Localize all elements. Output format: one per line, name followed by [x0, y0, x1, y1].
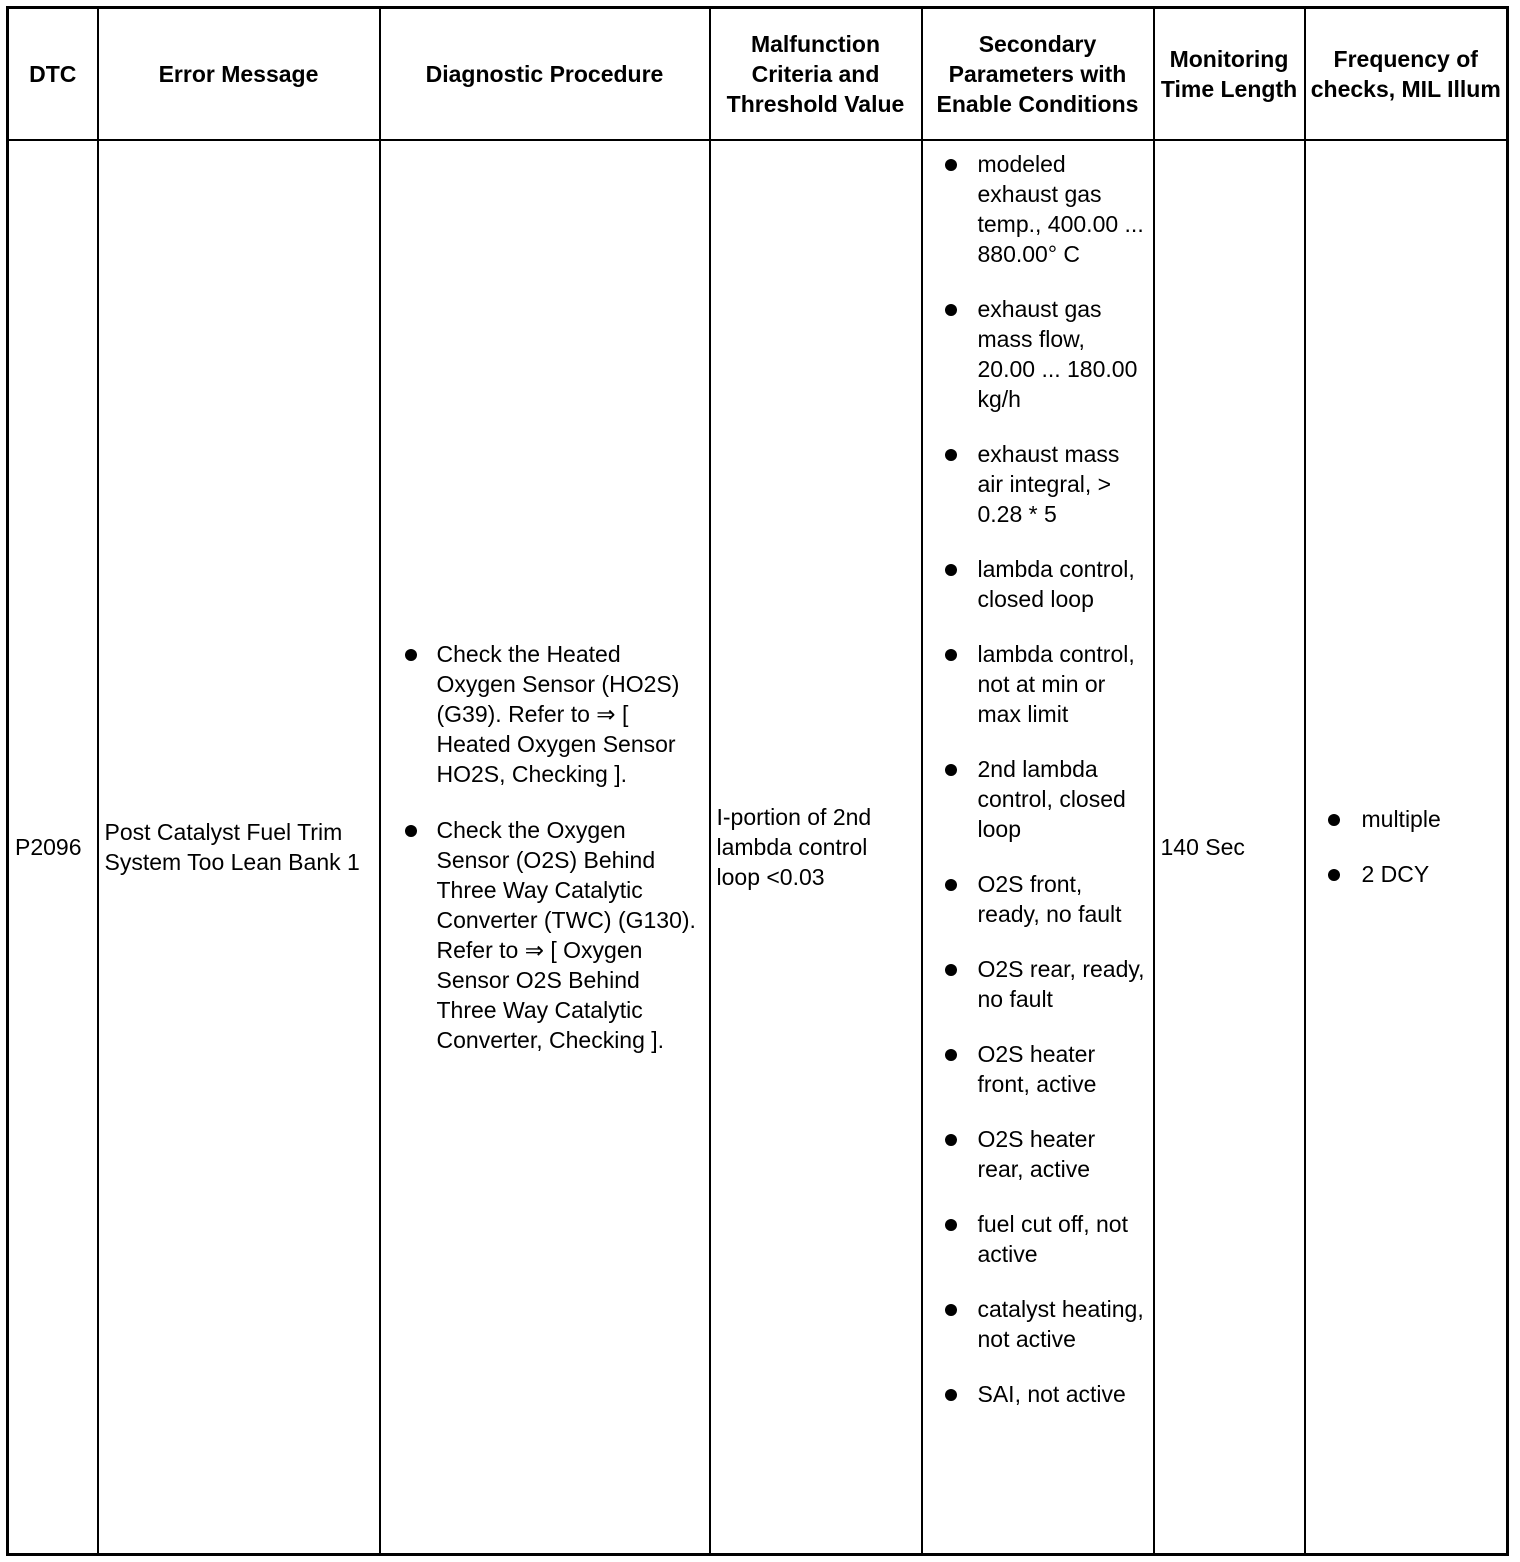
bullet-icon — [945, 1049, 957, 1061]
list-item — [945, 149, 1147, 269]
bullet-icon — [405, 649, 417, 661]
parameter-text: exhaust mass air integral, > 0.28 * 5 — [977, 440, 1120, 527]
list-item — [405, 639, 703, 789]
list-item — [945, 439, 1147, 529]
bullet-icon — [405, 825, 417, 837]
header-row — [8, 8, 1508, 140]
list-item — [945, 1294, 1147, 1354]
cell-monitoring-time: 140 Sec — [1154, 140, 1305, 1555]
bullet-icon — [945, 304, 957, 316]
parameter-text: exhaust gas mass flow, 20.00 ... 180.00 kg/h — [977, 295, 1138, 412]
bullet-icon — [945, 1219, 957, 1231]
cell-secondary-parameters — [922, 140, 1154, 1555]
list-item — [1328, 804, 1507, 834]
parameter-text: O2S heater rear, active — [977, 1125, 1096, 1182]
parameter-text: O2S rear, ready, no fault — [977, 955, 1145, 1012]
parameter-text: 2nd lambda control, closed loop — [977, 755, 1126, 842]
bullet-icon — [1328, 814, 1340, 826]
list-item — [945, 869, 1147, 929]
cell-diagnostic-procedure — [380, 140, 710, 1555]
procedure-list — [381, 639, 709, 1055]
cell-malfunction-criteria: I-portion of 2nd lambda control loop <0.03 — [710, 140, 922, 1555]
parameter-text: catalyst heating, not active — [977, 1295, 1144, 1352]
bullet-icon — [945, 1389, 957, 1401]
parameter-text: fuel cut off, not active — [977, 1210, 1128, 1267]
parameter-text: O2S front, ready, no fault — [977, 870, 1122, 927]
bullet-icon — [945, 1304, 957, 1316]
bullet-icon — [945, 564, 957, 576]
bullet-icon — [945, 449, 957, 461]
cell-error-message: Post Catalyst Fuel Trim System Too Lean Bank 1 — [98, 140, 380, 1555]
header-error-message: Error Message — [98, 8, 380, 140]
parameter-text: SAI, not active — [977, 1380, 1126, 1407]
header-malfunction-criteria: Malfunction Criteria and Threshold Value — [710, 8, 922, 140]
list-item — [945, 639, 1147, 729]
frequency-text: multiple — [1361, 806, 1441, 833]
frequency-list — [1306, 804, 1507, 889]
header-secondary-parameters: Secondary Parameters with Enable Conditions — [922, 8, 1154, 140]
bullet-icon — [945, 879, 957, 891]
list-item — [405, 815, 703, 1055]
table-row — [8, 140, 1508, 1555]
cell-dtc: P2096 — [8, 140, 98, 1555]
bullet-icon — [1328, 869, 1340, 881]
bullet-icon — [945, 1134, 957, 1146]
parameter-text: lambda control, closed loop — [977, 555, 1135, 612]
list-item — [945, 1209, 1147, 1269]
list-item — [945, 1379, 1147, 1409]
secondary-parameters-list — [923, 141, 1153, 1409]
list-item — [945, 294, 1147, 414]
header-frequency: Frequency of checks, MIL Illum — [1305, 8, 1508, 140]
list-item — [945, 554, 1147, 614]
bullet-icon — [945, 649, 957, 661]
bullet-icon — [945, 159, 957, 171]
list-item — [945, 1039, 1147, 1099]
list-item — [945, 954, 1147, 1014]
parameter-text: modeled exhaust gas temp., 400.00 ... 880.00° C — [977, 150, 1144, 267]
header-dtc: DTC — [8, 8, 98, 140]
header-monitoring-time: Monitoring Time Length — [1154, 8, 1305, 140]
list-item — [945, 1124, 1147, 1184]
frequency-text: 2 DCY — [1361, 861, 1430, 888]
list-item — [1328, 859, 1507, 889]
list-item — [945, 754, 1147, 844]
bullet-icon — [945, 964, 957, 976]
procedure-text: Check the Heated Oxygen Sensor (HO2S) (G39). Refer to ⇒ [ Heated Oxygen Sensor HO2S, Checking ]. — [436, 640, 680, 787]
parameter-text: lambda control, not at min or max limit — [977, 640, 1135, 727]
cell-frequency — [1305, 140, 1508, 1555]
bullet-icon — [945, 764, 957, 776]
dtc-table — [6, 6, 1509, 1556]
header-diagnostic-procedure: Diagnostic Procedure — [380, 8, 710, 140]
procedure-text: Check the Oxygen Sensor (O2S) Behind Three Way Catalytic Converter (TWC) (G130). Refer to ⇒ [ Oxygen Sensor O2S Behind Three Way Catalytic Converter, Checking ]. — [436, 816, 696, 1053]
parameter-text: O2S heater front, active — [977, 1040, 1097, 1097]
